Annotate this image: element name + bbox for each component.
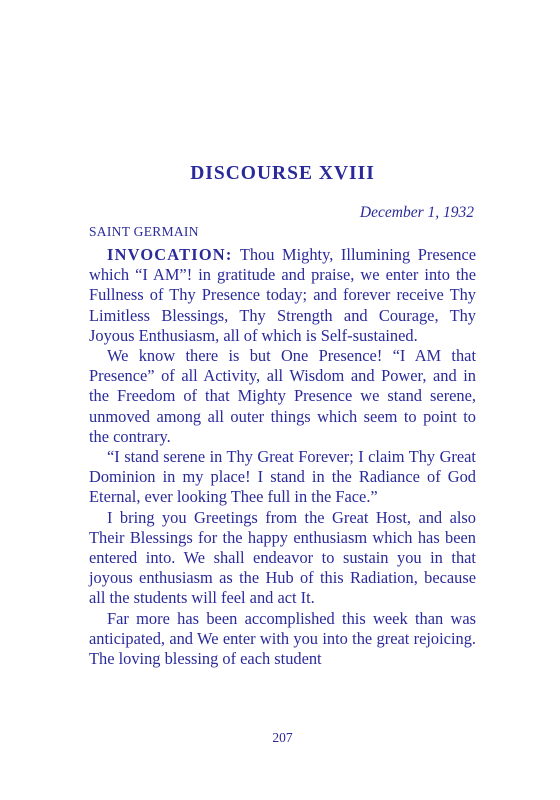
paragraph-stand-serene: “I stand serene in Thy Great Forever; I claim Thy Great Dominion in my place! I stand in the Radiance of God Eternal, ever looking Thee full in the Face.” [89, 447, 476, 507]
paragraph-one-presence: We know there is but One Presence! “I AM that Presence” of all Activity, all Wisdom and Power, and in the Freedom of that Mighty Presence we stand serene, unmoved among all outer things which seem to point to the contrary. [89, 346, 476, 446]
paragraph-greetings: I bring you Greetings from the Great Host, and also Their Blessings for the happy enthusiasm which has been entered into. We shall endeavor to sustain you in that joyous enthusiasm as the Hub of this Radiation, because all the students will feel and act It. [89, 507, 476, 608]
book-page [89, 0, 476, 800]
discourse-date: December 1, 1932 [359, 204, 474, 221]
invocation-text: Thou Mighty, Illumining Presence which “I AM”! in gratitude and praise, we enter into the Fullness of Thy Presence today; and forever receive Thy Limitless Blessings, Thy Strength and Courage, Thy Joyous Enthusiasm, all of which is Self-sustained. [89, 245, 476, 345]
page-number: 207 [272, 730, 293, 745]
paragraph-invocation [89, 245, 476, 346]
discourse-title: DISCOURSE XVIII [190, 163, 375, 184]
invocation-lead-in: INVOCATION: [107, 245, 233, 264]
speaker-name: SAINT GERMAIN [89, 224, 199, 239]
paragraph-accomplished: Far more has been accomplished this week than was anticipated, and We enter with you into the great rejoicing. The loving blessing of each student [89, 608, 476, 669]
discourse-body [89, 245, 476, 669]
